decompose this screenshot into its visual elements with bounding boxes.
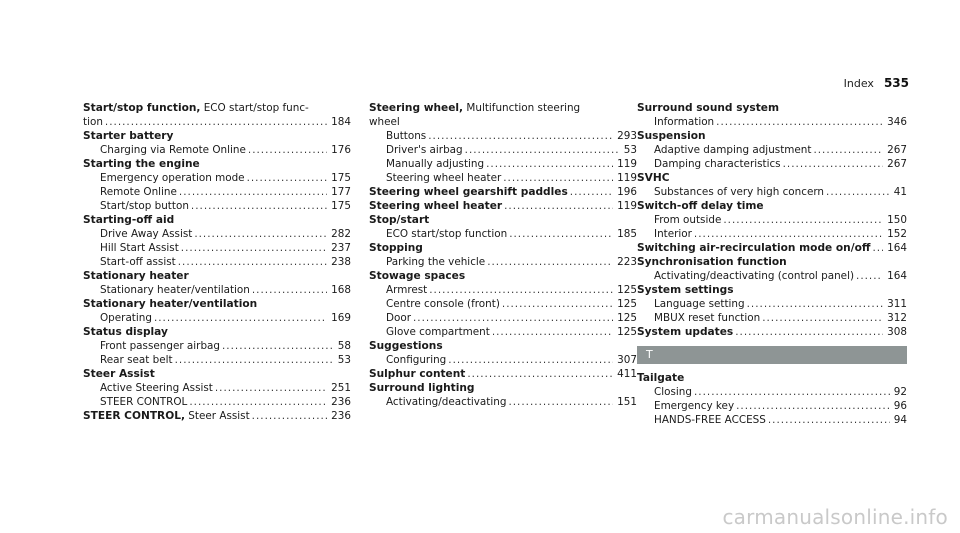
index-entry — [637, 283, 907, 297]
subentry-text: Emergency key — [654, 400, 735, 412]
subentry-text: Configuring — [386, 354, 447, 366]
index-entry — [83, 325, 351, 339]
page-reference[interactable]: 293 — [617, 130, 637, 142]
page-reference[interactable]: 119 — [617, 158, 637, 170]
entry-heading: Stowage spaces — [369, 270, 466, 282]
entry-heading: SVHC — [637, 172, 670, 184]
page-reference[interactable]: 125 — [617, 284, 637, 296]
dot-leader — [105, 115, 327, 129]
page-reference[interactable]: 267 — [887, 144, 907, 156]
page-reference[interactable]: 168 — [331, 284, 351, 296]
index-letter-header: T — [637, 346, 907, 364]
dot-leader — [154, 311, 327, 325]
subentry-text: Active Steering Assist — [100, 382, 213, 394]
subentry-text: Start-off assist — [100, 256, 176, 268]
page-reference[interactable]: 151 — [617, 396, 637, 408]
index-entry — [637, 129, 907, 143]
entry-heading: Surround sound system — [637, 102, 779, 114]
index-entry — [83, 115, 351, 129]
index-entry — [83, 157, 351, 171]
entry-heading: Steering wheel gearshift paddles — [369, 186, 568, 198]
index-entry — [637, 241, 907, 255]
dot-leader — [736, 399, 890, 413]
subentry-text: Charging via Remote Online — [100, 144, 246, 156]
dot-leader — [503, 171, 613, 185]
subentry-text: HANDS-FREE ACCESS — [654, 414, 766, 426]
dot-leader — [747, 297, 884, 311]
index-subentry — [83, 143, 351, 157]
dot-leader — [194, 227, 327, 241]
page-reference[interactable]: 125 — [617, 326, 637, 338]
entry-heading: Stop/start — [369, 214, 430, 226]
index-subentry — [369, 311, 637, 325]
index-entry — [369, 269, 637, 283]
subentry-text: STEER CONTROL — [100, 396, 188, 408]
subentry-text: Emergency operation mode — [100, 172, 245, 184]
subentry-text: ECO start/stop function — [386, 228, 508, 240]
index-subentry — [369, 297, 637, 311]
page-reference[interactable]: 236 — [331, 410, 351, 422]
index-subentry — [637, 213, 907, 227]
page-reference[interactable]: 251 — [331, 382, 351, 394]
page-reference[interactable]: 184 — [331, 116, 351, 128]
index-subentry — [637, 399, 907, 413]
page-reference[interactable]: 53 — [337, 354, 351, 366]
index-entry — [637, 325, 907, 339]
dot-leader — [215, 381, 327, 395]
page-reference[interactable]: 96 — [893, 400, 907, 412]
index-subentry — [83, 283, 351, 297]
dot-leader — [487, 255, 613, 269]
page-reference[interactable]: 223 — [617, 256, 637, 268]
subentry-text: Language setting — [654, 298, 745, 310]
index-subentry — [369, 157, 637, 171]
subentry-text: Damping characteristics — [654, 158, 781, 170]
subentry-text: Rear seat belt — [100, 354, 173, 366]
index-subentry — [83, 395, 351, 409]
index-entry — [369, 101, 637, 115]
dot-leader — [179, 185, 327, 199]
index-subentry — [637, 157, 907, 171]
index-column-2 — [369, 101, 637, 409]
page-reference[interactable]: 177 — [331, 186, 351, 198]
dot-leader — [428, 129, 613, 143]
entry-heading: Start/stop function, — [83, 102, 201, 114]
index-column-1 — [83, 101, 351, 423]
subentry-text: Substances of very high concern — [654, 186, 825, 198]
index-entry — [83, 409, 351, 423]
page-reference[interactable]: 119 — [617, 172, 637, 184]
index-entry — [369, 199, 637, 213]
dot-leader — [448, 353, 613, 367]
index-entry — [369, 381, 637, 395]
subentry-text: Buttons — [386, 130, 427, 142]
index-subentry — [83, 199, 351, 213]
dot-leader — [191, 199, 327, 213]
entry-heading: Switching air-recirculation mode on/off — [637, 242, 871, 254]
dot-leader — [570, 185, 613, 199]
dot-leader — [465, 143, 620, 157]
dot-leader — [175, 353, 334, 367]
subentry-text: Door — [386, 312, 411, 324]
page-reference[interactable]: 312 — [887, 312, 907, 324]
index-entry — [83, 101, 351, 115]
index-subentry — [637, 227, 907, 241]
subentry-text: Information — [654, 116, 715, 128]
subentry-text: Start/stop button — [100, 200, 189, 212]
subentry-text: Driver's airbag — [386, 144, 463, 156]
index-subentry — [83, 381, 351, 395]
entry-heading: Switch-off delay time — [637, 200, 764, 212]
subentry-text: Hill Start Assist — [100, 242, 179, 254]
entry-heading: STEER CONTROL, — [83, 410, 185, 422]
dot-leader — [768, 413, 890, 427]
index-subentry — [369, 143, 637, 157]
page-reference[interactable]: 311 — [887, 298, 907, 310]
subentry-text: Stationary heater/ventilation — [100, 284, 250, 296]
index-subentry — [637, 185, 907, 199]
page-reference[interactable]: 238 — [331, 256, 351, 268]
index-entry — [83, 367, 351, 381]
dot-leader — [813, 143, 883, 157]
index-entry — [637, 171, 907, 185]
dot-leader — [694, 385, 890, 399]
index-subentry — [637, 385, 907, 399]
index-entry — [369, 339, 637, 353]
index-subentry — [83, 241, 351, 255]
entry-heading: System updates — [637, 326, 734, 338]
page-reference[interactable]: 175 — [331, 172, 351, 184]
subentry-text: Remote Online — [100, 186, 177, 198]
index-entry — [83, 213, 351, 227]
index-subentry — [637, 143, 907, 157]
index-subentry — [83, 171, 351, 185]
subentry-text: Front passenger airbag — [100, 340, 220, 352]
entry-heading: Suspension — [637, 130, 706, 142]
subentry-text: Glove compartment — [386, 326, 490, 338]
index-entry — [637, 101, 907, 115]
entry-heading: Sulphur content — [369, 368, 466, 380]
subentry-text: Activating/deactivating — [386, 396, 507, 408]
index-entry — [83, 269, 351, 283]
subentry-text: Parking the vehicle — [386, 256, 486, 268]
dot-leader — [723, 213, 883, 227]
entry-heading: Synchronisation function — [637, 256, 787, 268]
index-subentry — [83, 185, 351, 199]
entry-heading: Steering wheel heater — [369, 200, 503, 212]
index-subentry — [83, 339, 351, 353]
entry-qualifier: ECO start/stop func- — [200, 102, 309, 114]
dot-leader — [189, 395, 327, 409]
entry-qualifier: Steer Assist — [185, 410, 250, 422]
dot-leader — [248, 143, 327, 157]
index-subentry — [369, 283, 637, 297]
page-header — [844, 76, 909, 90]
subentry-text: Operating — [100, 312, 152, 324]
page-reference[interactable]: 119 — [617, 200, 637, 212]
page-number: 535 — [883, 76, 909, 90]
page-reference[interactable]: 346 — [887, 116, 907, 128]
dot-leader — [762, 311, 883, 325]
index-subentry — [637, 115, 907, 129]
page-reference[interactable]: 150 — [887, 214, 907, 226]
page-reference[interactable]: 196 — [617, 186, 637, 198]
dot-leader — [492, 325, 613, 339]
dot-leader — [716, 115, 883, 129]
page-reference[interactable]: 411 — [617, 368, 637, 380]
index-entry — [369, 115, 637, 129]
dot-leader — [486, 157, 613, 171]
index-entry — [637, 371, 907, 385]
dot-leader — [181, 241, 327, 255]
index-subentry — [83, 353, 351, 367]
entry-heading: Status display — [83, 326, 168, 338]
page-reference[interactable]: 267 — [887, 158, 907, 170]
page-reference[interactable]: 164 — [887, 270, 907, 282]
entry-heading: Stationary heater — [83, 270, 189, 282]
index-subentry — [369, 395, 637, 409]
entry-heading: Tailgate — [637, 372, 685, 384]
subentry-text: Drive Away Assist — [100, 228, 193, 240]
entry-heading: Steering wheel, — [369, 102, 464, 114]
dot-leader — [735, 325, 883, 339]
entry-heading: wheel — [369, 116, 400, 128]
index-column-3 — [637, 101, 907, 427]
index-subentry — [83, 227, 351, 241]
dot-leader — [247, 171, 328, 185]
page-reference[interactable]: 152 — [887, 228, 907, 240]
page-reference[interactable]: 236 — [331, 396, 351, 408]
index-entry — [637, 199, 907, 213]
page-reference[interactable]: 175 — [331, 200, 351, 212]
subentry-text: Armrest — [386, 284, 428, 296]
page-reference[interactable]: 308 — [887, 326, 907, 338]
entry-heading: Steer Assist — [83, 368, 155, 380]
entry-qualifier: Multifunction steering — [463, 102, 581, 114]
index-subentry — [637, 413, 907, 427]
dot-leader — [252, 409, 328, 423]
subentry-text: Steering wheel heater — [386, 172, 502, 184]
subentry-text: Closing — [654, 386, 692, 398]
index-subentry — [369, 171, 637, 185]
entry-heading: Starting-off aid — [83, 214, 175, 226]
index-subentry — [83, 255, 351, 269]
index-subentry — [369, 353, 637, 367]
dot-leader — [504, 199, 613, 213]
header-label: Index — [843, 77, 874, 90]
index-entry — [369, 241, 637, 255]
page-reference[interactable]: 164 — [887, 242, 907, 254]
index-subentry — [637, 311, 907, 325]
entry-heading: System settings — [637, 284, 734, 296]
index-subentry — [369, 227, 637, 241]
dot-leader — [467, 367, 613, 381]
dot-leader — [509, 227, 613, 241]
page-reference[interactable]: 125 — [617, 312, 637, 324]
page-reference[interactable]: 94 — [893, 414, 907, 426]
entry-heading: Surround lighting — [369, 382, 475, 394]
page-reference[interactable]: 169 — [331, 312, 351, 324]
entry-heading: tion — [83, 116, 103, 128]
index-entry — [369, 213, 637, 227]
dot-leader — [783, 157, 884, 171]
index-entry — [637, 255, 907, 269]
dot-leader — [502, 297, 613, 311]
subentry-text: Centre console (front) — [386, 298, 500, 310]
dot-leader — [872, 241, 883, 255]
index-entry — [83, 129, 351, 143]
entry-heading: Stopping — [369, 242, 423, 254]
dot-leader — [252, 283, 327, 297]
subentry-text: Activating/deactivating (control panel) — [654, 270, 855, 282]
dot-leader — [508, 395, 613, 409]
subentry-text: Interior — [654, 228, 692, 240]
dot-leader — [826, 185, 890, 199]
subentry-text: Adaptive damping adjustment — [654, 144, 812, 156]
subentry-text: MBUX reset function — [654, 312, 761, 324]
index-subentry — [369, 129, 637, 143]
dot-leader — [694, 227, 883, 241]
page-reference[interactable]: 237 — [331, 242, 351, 254]
dot-leader — [413, 311, 613, 325]
index-entry — [83, 297, 351, 311]
index-subentry — [83, 311, 351, 325]
page-reference[interactable]: 41 — [893, 186, 907, 198]
entry-heading: Suggestions — [369, 340, 443, 352]
page-reference[interactable]: 307 — [617, 354, 637, 366]
dot-leader — [222, 339, 334, 353]
dot-leader — [429, 283, 613, 297]
watermark-logo: carmanualsonline.info — [722, 505, 948, 529]
index-subentry — [637, 297, 907, 311]
page-reference[interactable]: 282 — [331, 228, 351, 240]
index-subentry — [637, 269, 907, 283]
page-reference[interactable]: 92 — [893, 386, 907, 398]
entry-heading: Starting the engine — [83, 158, 200, 170]
page-reference[interactable]: 185 — [617, 228, 637, 240]
entry-heading: Starter battery — [83, 130, 174, 142]
index-entry — [369, 185, 637, 199]
dot-leader — [856, 269, 883, 283]
index-subentry — [369, 325, 637, 339]
index-subentry — [369, 255, 637, 269]
subentry-text: From outside — [654, 214, 722, 226]
page-reference[interactable]: 58 — [337, 340, 351, 352]
subentry-text: Manually adjusting — [386, 158, 485, 170]
page-reference[interactable]: 53 — [623, 144, 637, 156]
index-entry — [369, 367, 637, 381]
page-reference[interactable]: 176 — [331, 144, 351, 156]
entry-heading: Stationary heater/ventilation — [83, 298, 258, 310]
page-reference[interactable]: 125 — [617, 298, 637, 310]
dot-leader — [178, 255, 327, 269]
